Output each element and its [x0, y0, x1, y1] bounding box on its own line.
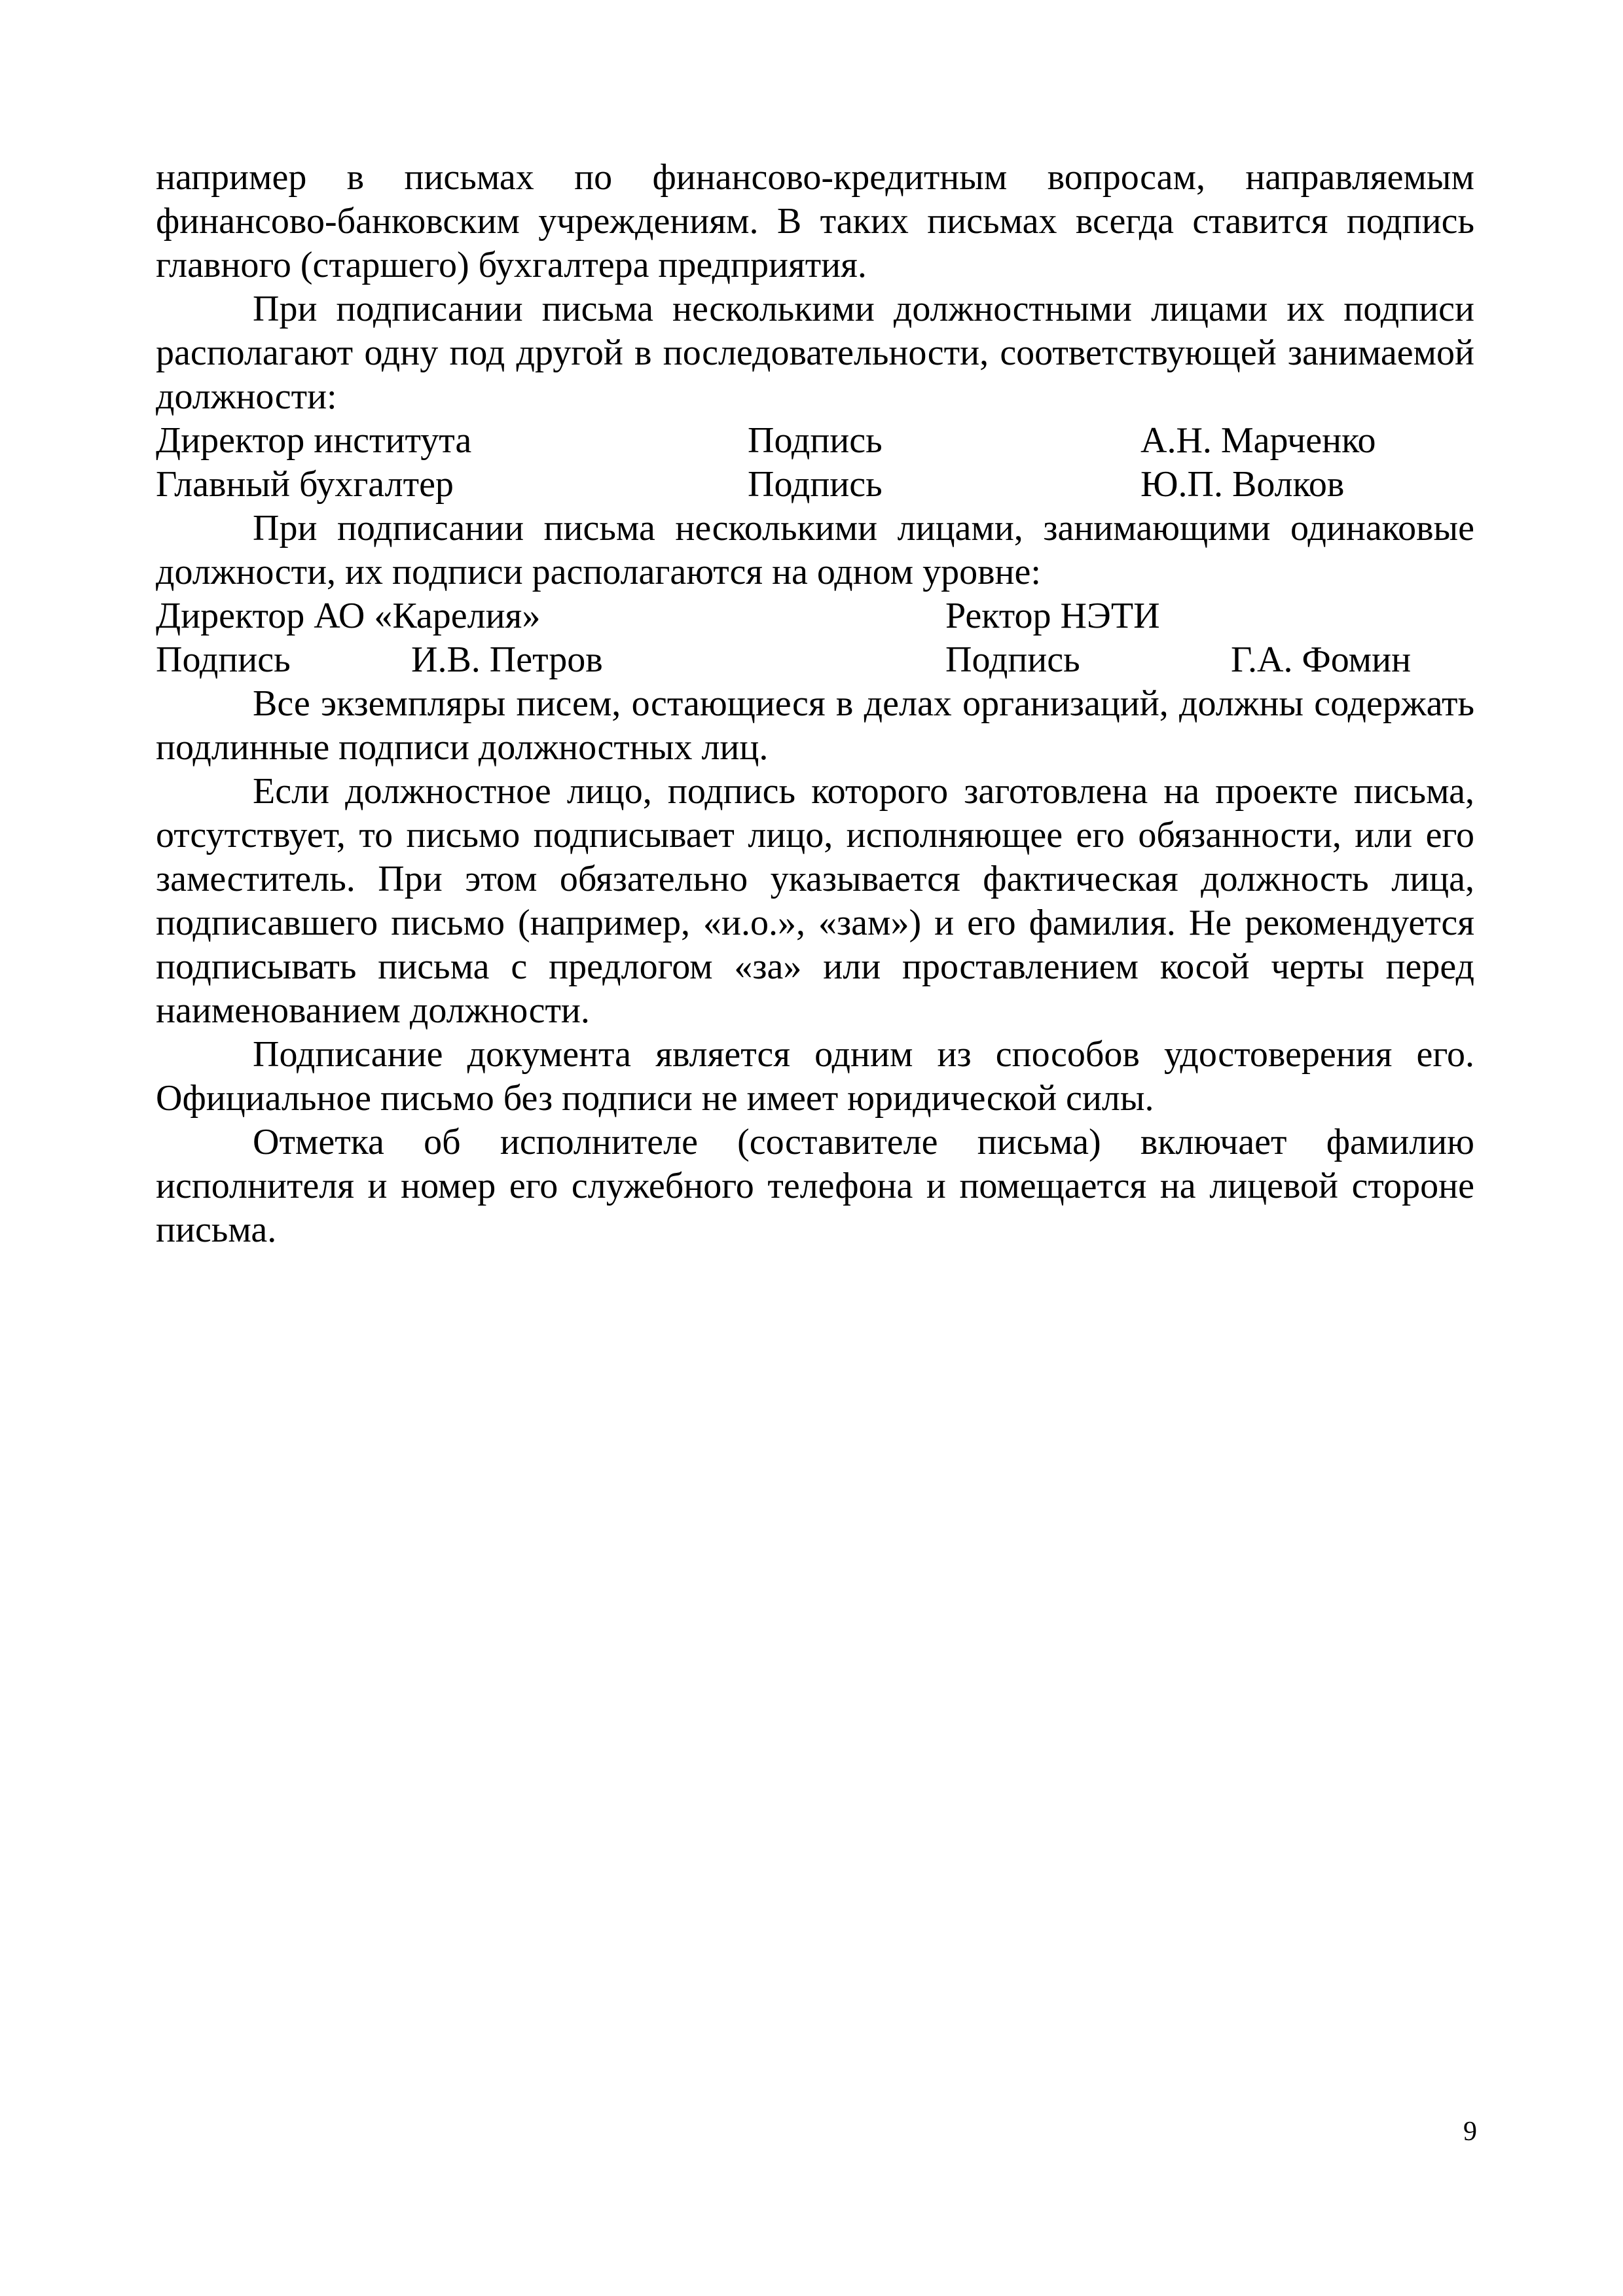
- parallel-positions-row: [156, 594, 1474, 638]
- signature-row-director: [156, 419, 1474, 463]
- left-signatory-name: И.В. Петров: [411, 639, 603, 680]
- signature-name: Ю.П. Волков: [1140, 464, 1345, 505]
- signature-position: Директор института: [156, 420, 472, 461]
- document-page: [156, 156, 1474, 1252]
- right-signature-placeholder: Подпись: [945, 639, 1080, 680]
- paragraph-executor-mark: Отметка об исполнителе (составителе письма) включает фамилию исполнителя и номер его служебного телефона и помещается на лицевой стороне письма.: [156, 1122, 1474, 1250]
- left-signatory-position: Директор АО «Карелия»: [156, 596, 541, 636]
- signature-placeholder: Подпись: [748, 420, 883, 461]
- signature-placeholder: Подпись: [748, 464, 883, 505]
- signature-position: Главный бухгалтер: [156, 464, 454, 505]
- right-signatory-name: Г.А. Фомин: [1231, 639, 1412, 680]
- parallel-signatures-row: [156, 638, 1474, 682]
- right-signatory-position: Ректор НЭТИ: [945, 596, 1160, 636]
- paragraph-parallel-signatures-intro: При подписании письма несколькими лицами, занимающими одинаковые должности, их подписи располагаются на одном уровне:: [156, 508, 1474, 592]
- left-signature-placeholder: Подпись: [156, 639, 291, 680]
- paragraph-continuation: например в письмах по финансово-кредитным вопросам, направляемым финансово-банковским учреждениям. В таких письмах всегда ставится подпись главного (старшего) бухгалтера предприятия.: [156, 157, 1474, 285]
- signature-name: А.Н. Марченко: [1140, 420, 1376, 461]
- paragraph-absent-official: Если должностное лицо, подпись которого заготовлена на проекте письма, отсутствует, то письмо подписывает лицо, исполняющее его обязанности, или его заместитель. При этом обязательно указывается фактическая должность лица, подписавшего письмо (например, «и.о.», «зам») и его фамилия. Не рекомендуется подписывать письма с предлогом «за» или проставлением косой черты перед наименованием должности.: [156, 771, 1474, 1031]
- signature-row-accountant: [156, 463, 1474, 507]
- page-number: 9: [1463, 2117, 1477, 2147]
- paragraph-signing-certification: Подписание документа является одним из способов удостоверения его. Официальное письмо без подписи не имеет юридической силы.: [156, 1034, 1474, 1119]
- paragraph-copies: Все экземпляры писем, остающиеся в делах организаций, должны содержать подлинные подписи должностных лиц.: [156, 683, 1474, 768]
- paragraph-vertical-signatures-intro: При подписании письма несколькими должностными лицами их подписи располагают одну под другой в последовательности, соответствующей занимаемой должности:: [156, 289, 1474, 417]
